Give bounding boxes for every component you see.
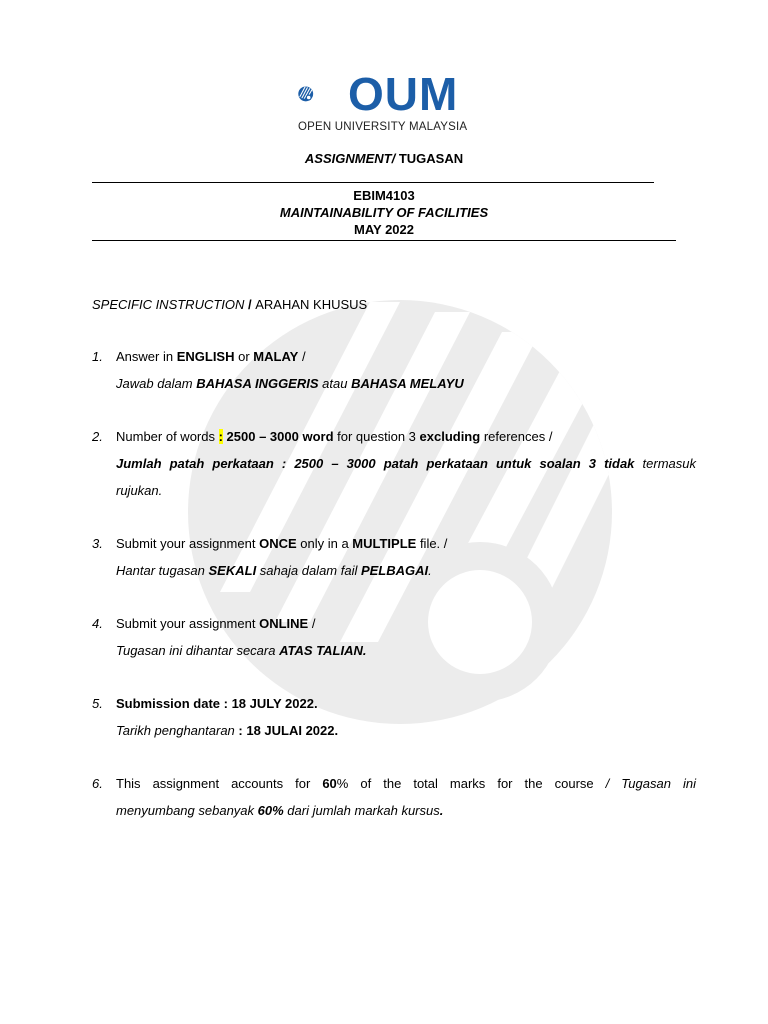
item-5-english: Submission date : 18 JULY 2022. xyxy=(116,696,318,711)
course-code: EBIM4103 xyxy=(353,188,415,203)
item-number: 4. xyxy=(92,616,103,631)
logo-brand-text: OUM xyxy=(348,68,459,120)
item-number: 1. xyxy=(92,349,103,364)
semester: MAY 2022 xyxy=(354,222,414,237)
logo-subtitle: OPEN UNIVERSITY MALAYSIA xyxy=(298,121,468,133)
item-3-malay: Hantar tugasan SEKALI sahaja dalam fail PELBAGAI. xyxy=(116,563,432,578)
course-name: MAINTAINABILITY OF FACILITIES xyxy=(279,205,489,220)
item-number: 3. xyxy=(92,536,103,551)
item-2-malay-line1: Jumlah patah perkataan : 2500 – 3000 patah perkataan untuk soalan 3 tidak termasuk xyxy=(116,456,696,471)
header-rule-top xyxy=(92,182,654,183)
item-2-malay-line2: rujukan. xyxy=(116,483,163,498)
item-4-english: Submit your assignment ONLINE / xyxy=(116,616,316,631)
assignment-title: ASSIGNMENT/ TUGASAN xyxy=(304,151,464,166)
item-5-malay: Tarikh penghantaran : 18 JULAI 2022. xyxy=(116,723,339,738)
item-number: 2. xyxy=(92,429,103,444)
item-number: 6. xyxy=(92,776,103,791)
item-4-malay: Tugasan ini dihantar secara ATAS TALIAN. xyxy=(116,643,367,658)
oum-logo-mark xyxy=(298,70,350,122)
item-3-english: Submit your assignment ONCE only in a MULTIPLE file. / xyxy=(116,536,448,551)
item-1-malay: Jawab dalam BAHASA INGGERIS atau BAHASA MELAYU xyxy=(116,376,464,391)
item-1-english: Answer in ENGLISH or MALAY / xyxy=(116,349,306,364)
specific-instruction-heading: SPECIFIC INSTRUCTION / ARAHAN KHUSUS xyxy=(92,297,368,312)
header-rule-bottom xyxy=(92,240,676,241)
item-6-line1: This assignment accounts for 60% of the total marks for the course / Tugasan ini xyxy=(116,776,696,791)
item-2-english: Number of words : 2500 – 3000 word for question 3 excluding references / xyxy=(116,429,553,444)
item-6-line2: menyumbang sebanyak 60% dari jumlah markah kursus. xyxy=(116,803,444,818)
item-number: 5. xyxy=(92,696,103,711)
